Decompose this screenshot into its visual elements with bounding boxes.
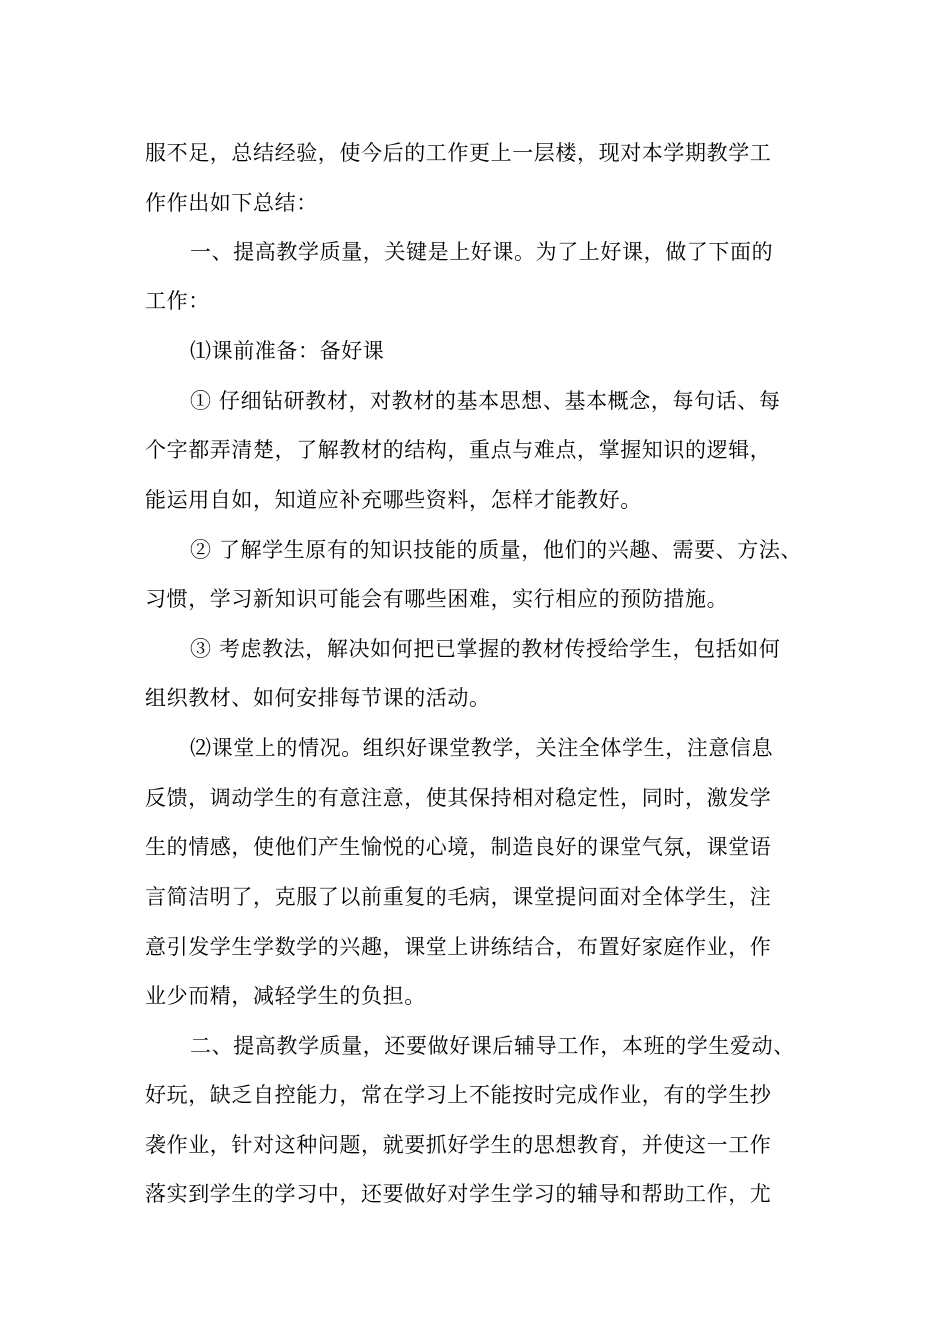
text-line: ⑵课堂上的情况。组织好课堂教学，关注全体学生，注意信息 xyxy=(190,736,774,760)
text-line: 服不足，总结经验，使今后的工作更上一层楼，现对本学期教学工 xyxy=(145,141,772,165)
text-line: 落实到学生的学习中，还要做好对学生学习的辅导和帮助工作，尤 xyxy=(145,1182,772,1206)
text-line: ② 了解学生原有的知识技能的质量，他们的兴趣、需要、方法、 xyxy=(190,538,803,562)
text-line: 组织教材、如何安排每节课的活动。 xyxy=(145,686,491,710)
text-line: 意引发学生学数学的兴趣，课堂上讲练结合，布置好家庭作业，作 xyxy=(145,935,772,959)
text-line: 言简洁明了，克服了以前重复的毛病，课堂提问面对全体学生，注 xyxy=(145,885,772,909)
text-line: ③ 考虑教法，解决如何把已掌握的教材传授给学生，包括如何 xyxy=(190,637,781,661)
text-line: 一、提高教学质量，关键是上好课。为了上好课，做了下面的 xyxy=(190,240,774,264)
text-line: 好玩，缺乏自控能力，常在学习上不能按时完成作业，有的学生抄 xyxy=(145,1083,772,1107)
text-line: 个字都弄清楚，了解教材的结构，重点与难点，掌握知识的逻辑， xyxy=(145,438,772,462)
text-line: 习惯，学习新知识可能会有哪些困难，实行相应的预防措施。 xyxy=(145,587,729,611)
text-line: ① 仔细钻研教材，对教材的基本思想、基本概念，每句话、每 xyxy=(190,389,781,413)
text-line: 反馈，调动学生的有意注意，使其保持相对稳定性，同时，激发学 xyxy=(145,786,772,810)
text-line: 能运用自如，知道应补充哪些资料，怎样才能教好。 xyxy=(145,488,642,512)
text-line: 二、提高教学质量，还要做好课后辅导工作，本班的学生爱动、 xyxy=(190,1034,795,1058)
text-line: ⑴课前准备：备好课 xyxy=(190,339,385,363)
text-line: 工作： xyxy=(145,289,210,313)
text-line: 作作出如下总结： xyxy=(145,191,318,215)
text-line: 业少而精，减轻学生的负担。 xyxy=(145,984,426,1008)
text-line: 生的情感，使他们产生愉悦的心境，制造良好的课堂气氛，课堂语 xyxy=(145,835,772,859)
text-line: 袭作业，针对这种问题，就要抓好学生的思想教育，并使这一工作 xyxy=(145,1133,772,1157)
